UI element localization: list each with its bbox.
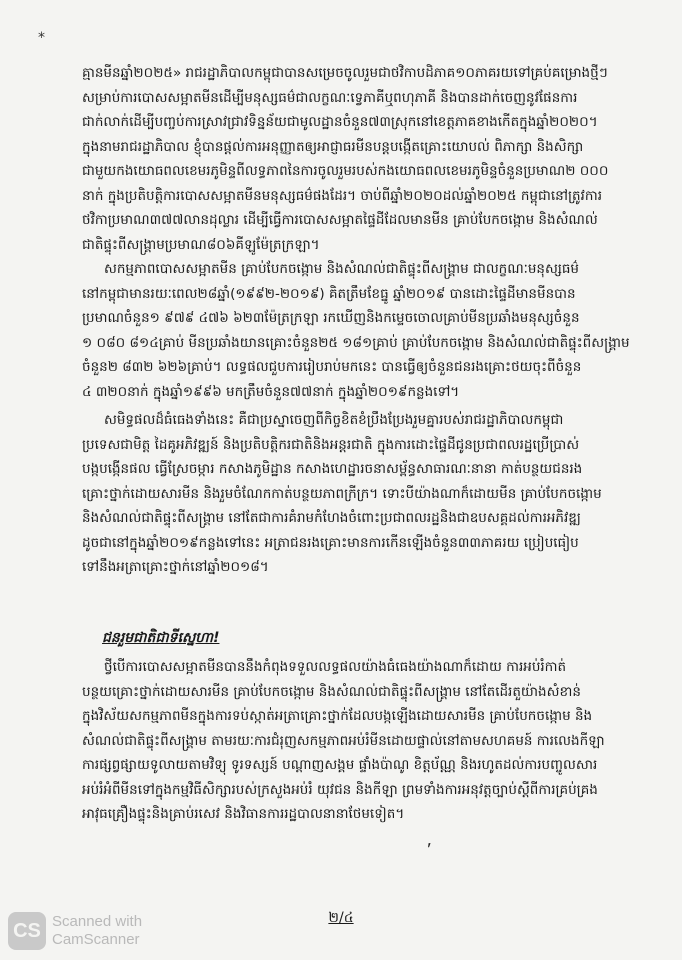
text-line: អប់រំអំពីមីនទៅក្នុងកម្មវិធីសិក្សារបស់ក្រសួងអប់រំ យុវជន និងកីឡា ព្រមទាំងការអនុវត្តច្បាប់ស្តីពីការគ្រប់គ្រង — [82, 781, 598, 798]
watermark-text — [52, 913, 142, 949]
text-line: សម្រាប់ការបោសសម្អាតមីនដើម្បីមនុស្សធម៌ជាលក្ខណៈទ្វេភាគីឬពហុភាគី និងបានដាក់ចេញនូវផែនការ — [82, 89, 578, 106]
text-line: សមិទ្ធផលដ៏ធំធេងទាំងនេះ គឺជាប្រស្នាចេញពីកិច្ចខិតខំប្រឹងប្រែងរួមគ្នារបស់រាជរដ្ឋាភិបាលកម្ពុជា — [104, 412, 564, 428]
watermark-line-2: CamScanner — [52, 931, 140, 948]
salutation-heading: ជនរួមជាតិជាទីស្នេហា! — [102, 630, 220, 646]
text-line: ជាតិផ្ទុះពីសង្គ្រាមប្រមាណ៨០៦គីឡូម៉ែត្រក្រឡា។ — [82, 236, 320, 253]
corner-mark: * — [38, 30, 45, 46]
watermark-line-1: Scanned with — [52, 913, 143, 930]
text-line: ទៅនឹងអត្រាគ្រោះថ្នាក់នៅឆ្នាំ២០១៨។ — [82, 559, 269, 575]
text-line: ក្នុងនាមរាជរដ្ឋាភិបាល ខ្ញុំបានផ្តល់ការអនុញ្ញាតឲ្យអាជ្ញាធរមីនបន្តបង្កើតគ្រោះយោបល់ ពិភាក្សា និងសិក្សា — [82, 138, 584, 155]
text-line: ថវិកាប្រមាណ៣៧៧លានដុល្លារ ដើម្បីធ្វើការបោសសម្អាតផ្ទៃដីដែលមានមីន គ្រាប់បែកចង្កោម និងសំណល់ — [82, 212, 598, 228]
paragraph-2 — [82, 257, 630, 404]
text-line: ក្នុងវិស័យសកម្មភាពមីនក្នុងការទប់ស្កាត់អត្រាគ្រោះថ្នាក់ដែលបង្កឡើងដោយសារមីន គ្រាប់បែកចង្កោម និង — [82, 708, 593, 724]
text-line: នៅកម្ពុជាមានរយៈពេល២៨ឆ្នាំ(១៩៩២-២០១៩) គិតត្រឹមខែធ្នូ ឆ្នាំ២០១៩ បានដោះផ្ទៃដីមានមីនបាន — [82, 285, 576, 302]
text-line: ថ្វីបើការបោសសម្អាតមីនបាននឹងកំពុងទទួលលទ្ធផលយ៉ាងធំធេងយ៉ាងណាក៏ដោយ ការអប់រំកាត់ — [104, 659, 567, 675]
text-line: ការផ្សព្វផ្សាយទូលាយតាមវិទ្យុ ទូរទស្សន៍ បណ្តាញសង្គម ផ្ទាំងប៉ាណូ ខិត្តប័ណ្ណ និងរហូតដល់ការបញ្ចូលសារ — [82, 757, 598, 773]
camscanner-logo-icon: CS — [8, 912, 46, 950]
text-line: ៤ ៣២០នាក់ ក្នុងឆ្នាំ១៩៩៦ មកត្រឹមចំនួន៧៧នាក់ ក្នុងឆ្នាំ២០១៩កន្លងទៅ។ — [82, 383, 460, 400]
text-line: អាវុធគ្រឿងផ្ទុះនិងគ្រាប់រសេវ និងវិធានការរដ្ឋបាលនានាថែមទៀត។ — [82, 806, 405, 822]
text-line: ចំនួន២ ៨៣២ ៦២៦គ្រាប់។ លទ្ធផលជួបការរៀបរាប់មកនេះ បានធ្វើឲ្យចំនួនជនរងគ្រោះថយចុះពីចំនួន — [82, 359, 582, 375]
text-line: ប្រមាណចំនួន១ ៩៧៩ ៤៧៦ ៦២៣ម៉ែត្រក្រឡា រកឃើញនិងកម្ទេចចោលគ្រាប់មីនប្រឆាំងមនុស្សចំនួន — [82, 310, 580, 326]
text-line: និងសំណល់ជាតិផ្ទុះពីសង្គ្រាម នៅតែជាការគំរាមកំហែងចំពោះប្រជាពលរដ្ឋនិងជាឧបសគ្គដល់ការអភិវឌ្ឍ — [82, 510, 581, 526]
text-line: គ្រោះថ្នាក់ដោយសារមីន និងរួមចំណែកកាត់បន្ថយភាពក្រីក្រ។ ទោះបីយ៉ាងណាក៏ដោយមីន គ្រាប់បែកចង្កោម — [82, 485, 602, 502]
text-line: សកម្មភាពបោសសម្អាតមីន គ្រាប់បែកចង្កោម និងសំណល់ជាតិផ្ទុះពីសង្គ្រាម ជាលក្ខណៈមនុស្សធម៌ — [104, 261, 579, 277]
text-line: បន្ថយគ្រោះថ្នាក់ដោយសារមីន គ្រាប់បែកចង្កោម និងសំណល់ជាតិផ្ទុះពីសង្គ្រាម នៅតែដើរតួយ៉ាងសំខាន់ — [82, 683, 581, 700]
text-line: បង្កបង្កើនផល ធ្វើស្រែចម្ការ កសាងភូមិដ្ឋាន កសាងហេដ្ឋារចនាសម្ព័ន្ធសាធារណៈនានា កាត់បន្ថយជនរង — [82, 461, 583, 477]
text-line: គ្មានមីនឆ្នាំ២០២៥» រាជរដ្ឋាភិបាលកម្ពុជាបានសម្រេចចូលរួមជាថវិកាបដិភាគ១០ភាគរយទៅគ្រប់គម្រោងថ្មីៗ — [82, 65, 608, 81]
text-line: ជាក់លាក់ដើម្បីបញ្ចប់ការស្រាវជ្រាវទិន្នន័យជាមូលដ្ឋានចំនួន៧៣ស្រុកនៅខេត្តភាគខាងកើតក្នុងឆ្នាំ២០២០។ — [82, 114, 598, 130]
page-number: ២/៤ — [328, 910, 354, 926]
text-line: ដូចជានៅក្នុងឆ្នាំ២០១៩កន្លងទៅនេះ អត្រាជនរងគ្រោះមានការកើនឡើងចំនួន៣៣ភាគរយ ប្រៀបធៀប — [82, 534, 579, 551]
paragraph-4 — [82, 655, 630, 827]
text-line: ប្រទេសជាមិត្ត ដៃគូអភិវឌ្ឍន៍ និងប្រតិបត្តិករជាតិនិងអន្តរជាតិ ក្នុងការដោះផ្ទៃដីជូនប្រជាពលរដ្ឋប្រើប្រាស់ — [82, 436, 580, 453]
text-line: សំណល់ជាតិផ្ទុះពីសង្គ្រាម តាមរយៈការជំរុញសកម្មភាពអប់រំមីនដោយផ្ទាល់នៅតាមសហគមន៍ ការលេងកីឡា — [82, 732, 605, 749]
paragraph-1 — [82, 61, 630, 257]
paragraph-3 — [82, 408, 630, 580]
text-line: ១ ០៨០ ៨១៤គ្រាប់ មីនប្រឆាំងយានគ្រោះចំនួន២៥ ១៨១គ្រាប់ គ្រាប់បែកចង្កោម និងសំណល់ជាតិផ្ទុះពីសង្គ្រាម — [82, 334, 630, 351]
scanner-watermark — [8, 912, 142, 950]
text-line: នាក់ ក្នុងប្រតិបត្តិការបោសសម្អាតមីនមនុស្សធម៌ផងដែរ។ ចាប់ពីឆ្នាំ២០២០ដល់ឆ្នាំ២០២៥ កម្ពុជានៅត្រូវការ — [82, 187, 602, 204]
text-line: ជាមួយកងយោធពលខេមរភូមិន្ទពីលទ្ធភាពនៃការចូលរួមរបស់កងយោធពលខេមរភូមិន្ទចំនួនប្រមាណ២ ០០០ — [82, 163, 609, 179]
